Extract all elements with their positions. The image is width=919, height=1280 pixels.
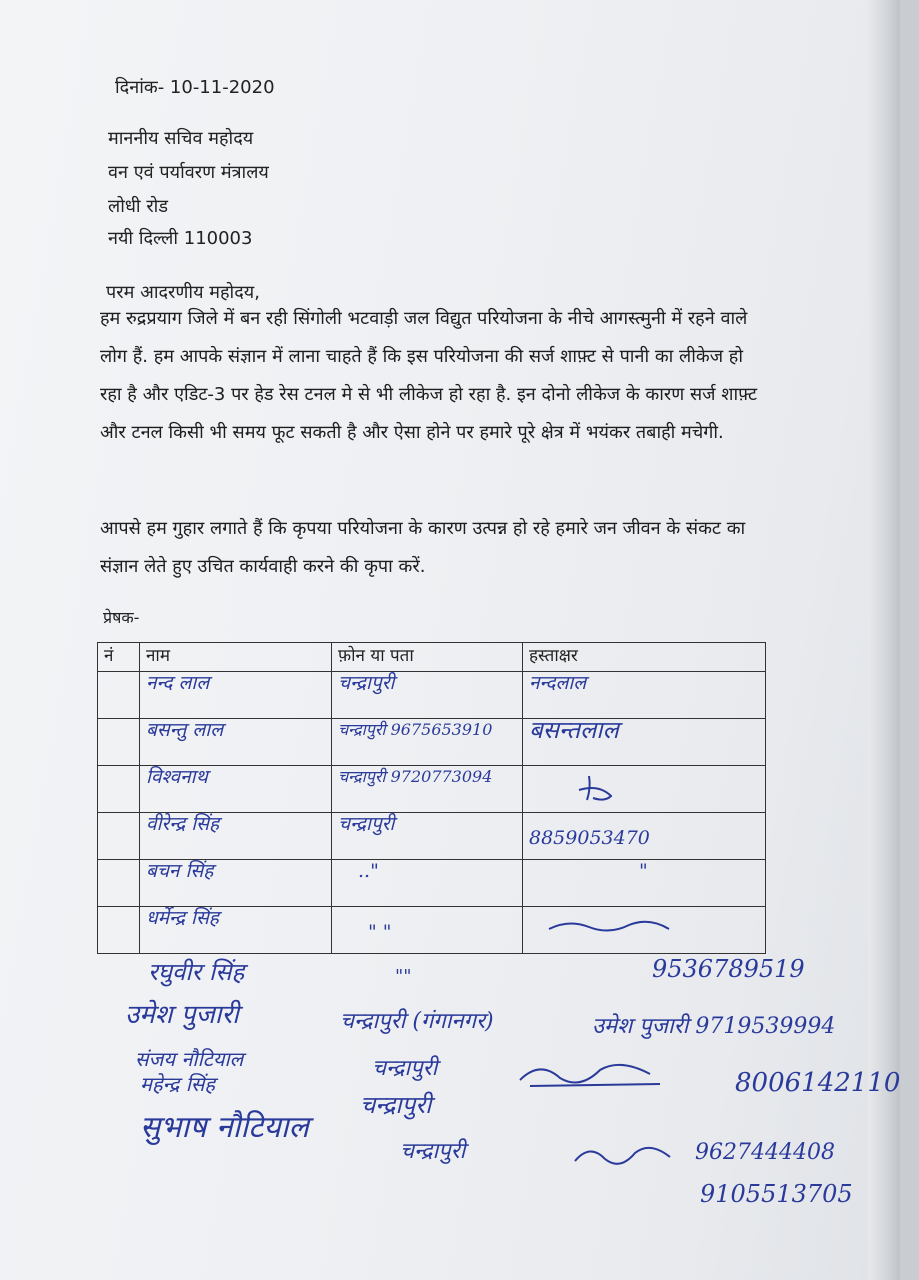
paragraph-2: आपसे हम गुहार लगाते हैं कि कृपया परियोजना के कारण उत्पन्न हो रहे हमारे जन जीवन के संकट का संज्ञान लेते हुए उचित कार्यवाही करने की कृपा करें. xyxy=(100,518,746,577)
row-contact: चन्द्रापुरी xyxy=(338,672,395,694)
salutation: परम आदरणीय महोदय, xyxy=(106,282,260,303)
signature-scribble xyxy=(565,1135,685,1175)
hw-name: सुभाष नौटियाल xyxy=(140,1110,309,1145)
header-contact: फ़ोन या पता xyxy=(332,643,523,672)
signature-scribble xyxy=(529,766,649,806)
table-row xyxy=(98,719,766,766)
signature-scribble xyxy=(510,1050,680,1100)
row-name: विश्वनाथ xyxy=(146,766,208,788)
hw-phone: उमेश पुजारी 9719539994 xyxy=(592,1014,836,1039)
row-name: वीरेन्द्र सिंह xyxy=(146,813,220,835)
hw-contact: चन्द्रापुरी xyxy=(360,1091,432,1119)
date-line: दिनांक- 10-11-2020 xyxy=(115,77,275,98)
row-name: धर्मेन्द्र सिंह xyxy=(146,907,219,929)
row-signature: " xyxy=(639,860,648,882)
hw-phone: 8006142110 xyxy=(735,1068,901,1098)
hw-phone: 9105513705 xyxy=(700,1180,853,1208)
row-name: बसन्तु लाल xyxy=(146,719,224,741)
table-row xyxy=(98,672,766,719)
sender-label: प्रेषक- xyxy=(103,608,140,627)
header-name: नाम xyxy=(140,643,332,672)
row-signature: 8859053470 xyxy=(529,827,650,849)
address-line-2: वन एवं पर्यावरण मंत्रालय xyxy=(108,162,269,183)
row-signature: नन्दलाल xyxy=(529,672,587,694)
hw-name: महेन्द्र सिंह xyxy=(140,1072,216,1096)
row-contact: " " xyxy=(368,921,392,943)
table-row xyxy=(98,766,766,813)
row-signature: बसन्तलाल xyxy=(529,716,619,744)
paragraph-1: हम रुद्रप्रयाग जिले में बन रही सिंगोली भटवाड़ी जल विद्युत परियोजना के नीचे आगस्त्मुनी में रहने वाले लोग हैं. हम आपके संज्ञान में लाना चाहते हैं कि इस परियोजना की सर्ज शाफ़्ट से पानी का लीकेज हो रहा है और एडिट-3 पर हेड रेस टनल मे से भी लीकेज हो रहा है. इन दोनो लीकेज के कारण सर्ज शाफ़्ट और टनल किसी भी समय फूट सकती है और ऐसा होने पर हमारे पूरे क्षेत्र में भयंकर तबाही मचेगी. xyxy=(100,308,758,443)
signature-scribble xyxy=(529,907,689,947)
table-row xyxy=(98,860,766,907)
row-name: बचन सिंह xyxy=(146,860,214,882)
address-line-3: लोधी रोड xyxy=(108,196,168,217)
row-contact: चन्द्रापुरी 9675653910 xyxy=(338,720,493,739)
hw-contact: चन्द्रापुरी xyxy=(400,1139,466,1164)
hw-contact: "" xyxy=(395,966,412,987)
hw-name: उमेश पुजारी xyxy=(125,1000,239,1030)
table-row xyxy=(98,813,766,860)
table-header-row xyxy=(98,643,766,672)
header-no: नं xyxy=(98,643,140,672)
table-row xyxy=(98,907,766,954)
row-contact: चन्द्रापुरी 9720773094 xyxy=(338,767,493,786)
address-line-1: माननीय सचिव महोदय xyxy=(108,128,254,149)
hw-phone: 9536789519 xyxy=(652,955,805,983)
hw-contact: चन्द्रापुरी xyxy=(372,1056,438,1081)
header-signature: हस्ताक्षर xyxy=(523,643,766,672)
hw-name: रघुवीर सिंह xyxy=(148,958,245,986)
address-line-4: नयी दिल्ली 110003 xyxy=(108,228,253,249)
row-contact: चन्द्रापुरी xyxy=(338,813,395,835)
senders-table xyxy=(97,642,766,954)
row-contact: .." xyxy=(358,860,379,882)
row-name: नन्द लाल xyxy=(146,672,210,694)
hw-name: संजय नौटियाल xyxy=(135,1047,244,1071)
hw-contact: चन्द्रापुरी (गंगानगर) xyxy=(340,1009,494,1034)
hw-phone: 9627444408 xyxy=(695,1140,835,1165)
